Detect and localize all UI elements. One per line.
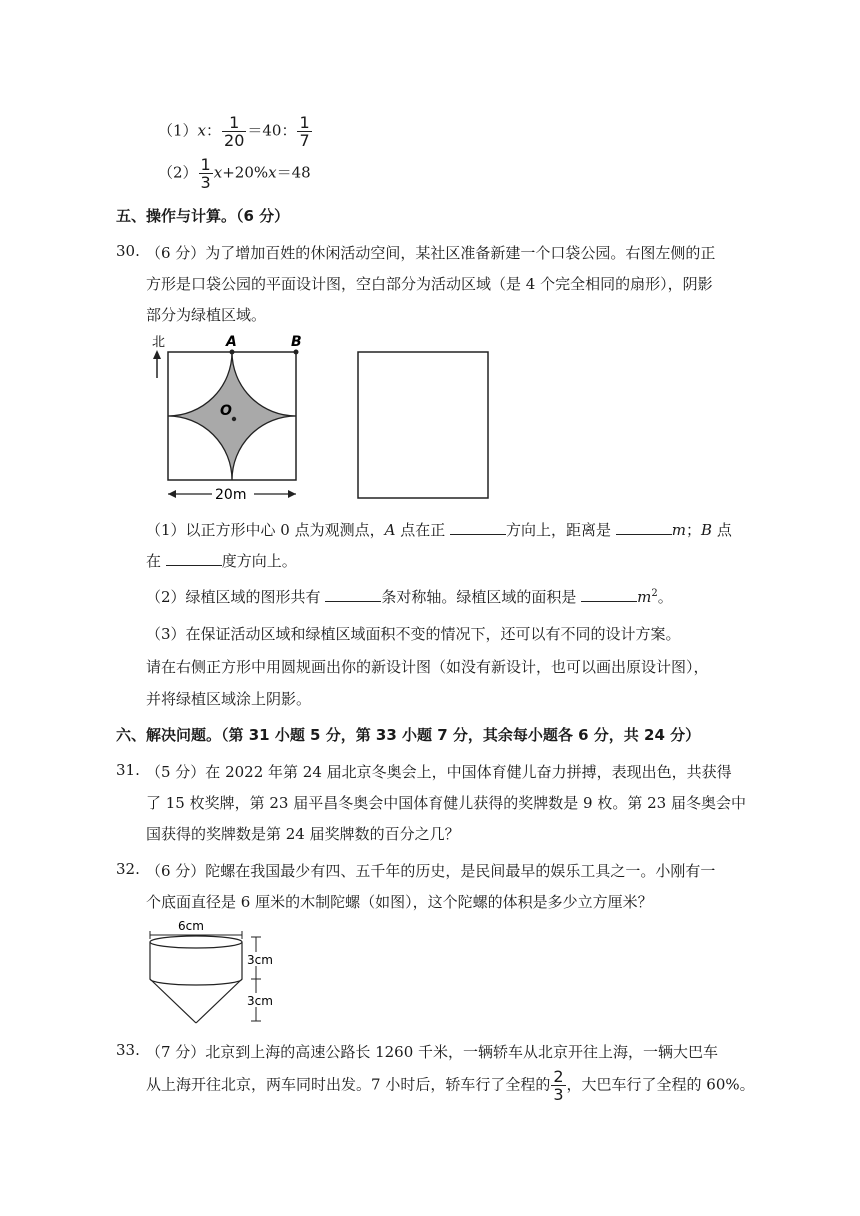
question-33-number: 33. [116, 1041, 140, 1059]
fraction-denominator: 20 [224, 131, 245, 150]
sub-2-text-b: 条对称轴。绿植区域的面积是 [381, 588, 582, 606]
sub-2-unit-sup: 2 [651, 588, 658, 599]
center-o-dot [232, 417, 236, 421]
fraction-1-7 [297, 114, 311, 149]
sub-1-line-2-b: 度方向上。 [221, 552, 297, 570]
north-label: 北 [152, 335, 166, 350]
answer-blank-area[interactable] [581, 587, 637, 602]
question-30-sub-1-line-2 [146, 550, 297, 571]
point-b-label: B [291, 334, 302, 350]
question-30-line-2: 方形是口袋公园的平面设计图，空白部分为活动区域（是 4 个完全相同的扇形），阴影 [146, 275, 713, 293]
sub-2-unit-m: m [637, 588, 652, 606]
question-31-number: 31. [116, 761, 140, 779]
question-30-sub-3: （3）在保证活动区域和绿植区域面积不变的情况下，还可以有不同的设计方案。 [146, 625, 681, 643]
question-31-line-2: 了 15 枚奖牌，第 23 届平昌冬奥会中国体育健儿获得的奖牌数是 9 枚。第 23 届冬奥会中 [146, 794, 746, 812]
green-area-shape [168, 352, 296, 480]
question-30-sub-2 [146, 586, 673, 607]
sub-1-point-b: B [701, 521, 713, 539]
width-label: 20m [215, 487, 247, 503]
sub-1-line-2-a: 在 [146, 552, 166, 570]
equation-2-rhs: ＝48 [276, 163, 311, 182]
section-5-heading: 五、操作与计算。（6 分） [116, 207, 290, 225]
question-30-sub-3-line-3: 并将绿植区域涂上阴影。 [146, 690, 312, 708]
cylinder-bottom-arc [150, 979, 242, 985]
sub-1-text-a: （1）以正方形中心 0 点为观测点， [146, 521, 385, 539]
equation-2-var-2: x [268, 163, 277, 182]
answer-blank-distance[interactable] [616, 520, 672, 535]
equation-1-mid: ＝40： [247, 121, 297, 140]
point-a-dot [230, 350, 235, 355]
fraction-numerator: 2 [553, 1067, 564, 1086]
equation-1-colon: ： [206, 121, 222, 140]
pocket-park-figure [146, 330, 496, 510]
question-31-line-3: 国获得的奖牌数是第 24 届奖牌数的百分之几？ [146, 825, 460, 843]
height-1-label: 3cm [247, 953, 273, 967]
spinning-top-figure [146, 915, 286, 1030]
blank-design-square [358, 352, 488, 498]
sub-1-text-b: 点在正 [395, 521, 451, 539]
width-arrow-right [288, 490, 296, 498]
fraction-denominator: 3 [553, 1085, 564, 1104]
question-33-line-1: （7 分）北京到上海的高速公路长 1260 千米，一辆轿车从北京开往上海，一辆大巴车 [146, 1043, 719, 1061]
fraction-1-3 [199, 156, 213, 191]
answer-blank-angle[interactable] [166, 551, 222, 566]
sub-1-point-a: A [384, 521, 396, 539]
answer-blank-axes[interactable] [325, 587, 381, 602]
height-2-label: 3cm [247, 994, 273, 1008]
equation-1 [158, 114, 313, 149]
equation-1-prefix: （1） [158, 121, 198, 140]
fraction-numerator: 1 [200, 155, 211, 174]
cone-right-side [196, 979, 242, 1023]
fraction-denominator: 7 [299, 131, 310, 150]
cone-left-side [150, 979, 196, 1023]
equation-2-prefix: （2） [158, 163, 198, 182]
question-30-number: 30. [116, 242, 140, 260]
question-30-line-3: 部分为绿植区域。 [146, 306, 267, 324]
center-o-label: O [220, 403, 232, 419]
fraction-numerator: 1 [299, 113, 310, 132]
question-32-line-2: 个底面直径是 6 厘米的木制陀螺（如图），这个陀螺的体积是多少立方厘米？ [146, 893, 653, 911]
point-b-dot [294, 350, 299, 355]
fraction-2-3 [551, 1068, 565, 1103]
section-6-heading: 六、解决问题。（第 31 小题 5 分，第 33 小题 7 分，其余每小题各 6 分，共 24 分） [116, 726, 701, 744]
fraction-numerator: 1 [229, 113, 240, 132]
sub-1-text-d: ； [686, 521, 702, 539]
q33-line-2-b: ，大巴车行了全程的 60%。 [566, 1075, 755, 1094]
sub-2-text-c: 。 [657, 588, 673, 606]
sub-1-unit-m: m [671, 521, 687, 539]
width-arrow-left [168, 490, 176, 498]
equation-1-var: x [197, 121, 207, 140]
sub-2-text-a: （2）绿植区域的图形共有 [146, 588, 326, 606]
diameter-label: 6cm [178, 919, 204, 933]
north-arrow-head [153, 350, 161, 359]
point-a-label: A [226, 334, 237, 350]
fraction-1-20 [222, 114, 246, 149]
question-32-line-1: （6 分）陀螺在我国最少有四、五千年的历史，是民间最早的娱乐工具之一。小刚有一 [146, 862, 716, 880]
question-30-sub-3-line-2: 请在右侧正方形中用圆规画出你的新设计图（如没有新设计，也可以画出原设计图）， [146, 658, 709, 676]
equation-2: （2） $\frac{1}{3}$ x+20%x＝48 [158, 155, 311, 192]
question-32-number: 32. [116, 860, 140, 878]
q33-line-2-a: 从上海开往北京，两车同时出发。7 小时后，轿车行了全程的 [146, 1075, 551, 1094]
equation-2-var: x [213, 163, 223, 182]
question-30-line-1: （6 分）为了增加百姓的休闲活动空间，某社区准备新建一个口袋公园。右图左侧的正 [146, 244, 716, 262]
question-33-line-2 [146, 1068, 755, 1103]
answer-blank-direction[interactable] [450, 520, 506, 535]
sub-1-text-e: 点 [712, 521, 732, 539]
top-ellipse [150, 936, 242, 948]
question-30-sub-1 [146, 519, 732, 540]
sub-1-text-c: 方向上，距离是 [506, 521, 616, 539]
question-31-line-1: （5 分）在 2022 年第 24 届北京冬奥会上，中国体育健儿奋力拼搏，表现出色，共获得 [146, 763, 732, 781]
fraction-denominator: 3 [200, 173, 211, 192]
